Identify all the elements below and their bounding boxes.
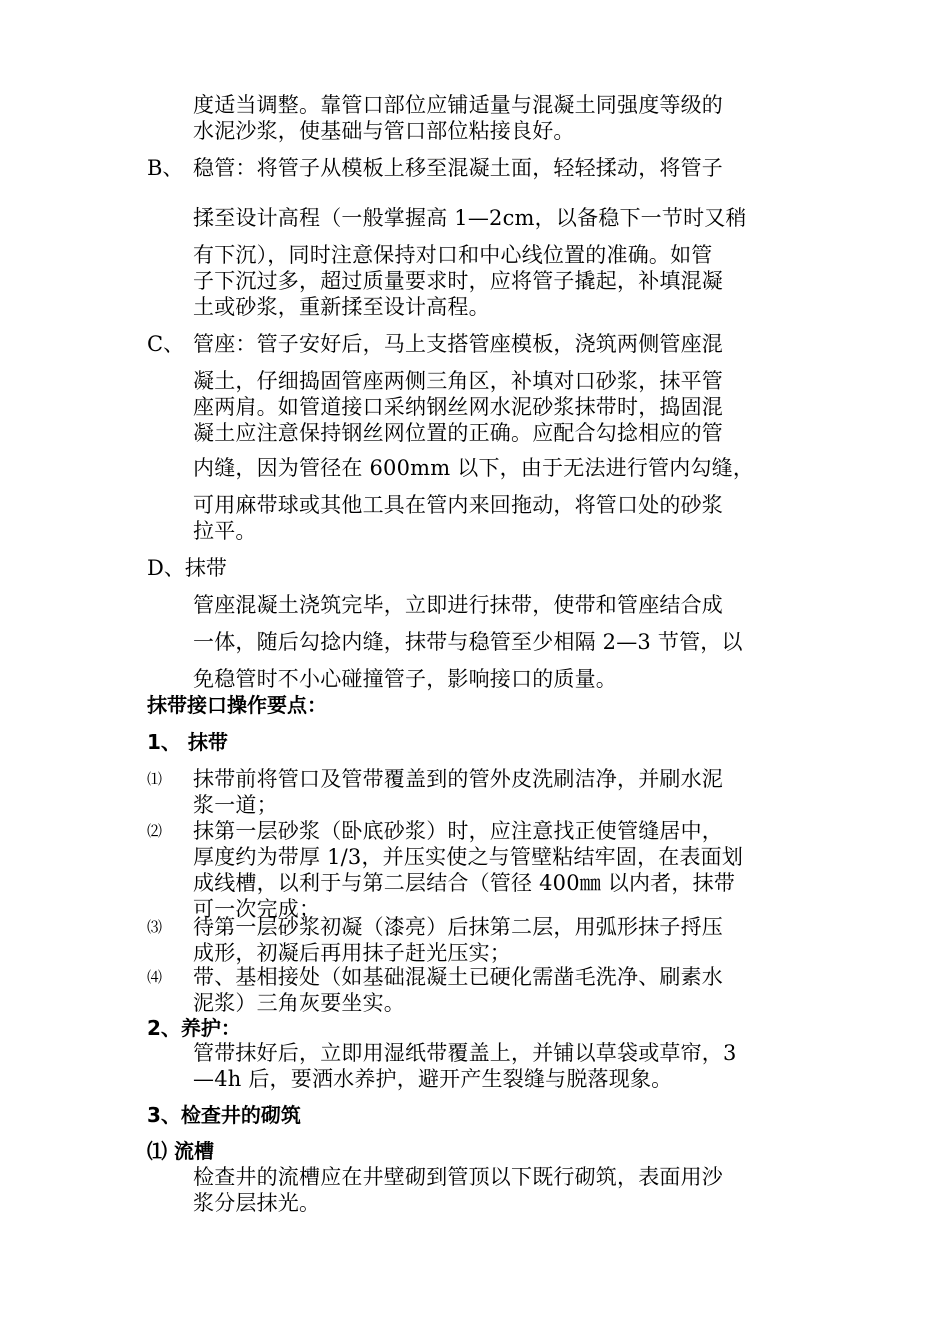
point-line: 泥浆）三角灰要坐实。 [193, 991, 405, 1015]
item-c-line: 凝土，仔细捣固管座两侧三角区，补填对口砂浆，抹平管 [193, 369, 723, 393]
item-c-line: 拉平。 [193, 519, 257, 543]
item-c-line: 管座：管子安好后，马上支搭管座模板，浇筑两侧管座混 [193, 332, 723, 356]
point-line: 带、基相接处（如基础混凝土已硬化需凿毛洗净、刷素水 [193, 965, 723, 989]
item-b-line: 稳管：将管子从模板上移至混凝土面，轻轻揉动，将管子 [193, 156, 723, 180]
subsection-2-title: 2、养护： [147, 1016, 241, 1040]
item-b-line: 子下沉过多，超过质量要求时，应将管子撬起，补填混凝 [193, 269, 723, 293]
subsection-3-subtitle: ⑴ 流槽 [147, 1139, 214, 1163]
point-line: 厚度约为带厚 1/3，并压实使之与管壁粘结牢固，在表面划 [193, 845, 744, 869]
item-d-line: 一体，随后勾捻内缝，抹带与稳管至少相隔 2—3 节管，以 [193, 630, 743, 654]
point-line: 抹带前将管口及管带覆盖到的管外皮洗刷洁净，并刷水泥 [193, 767, 723, 791]
point-marker: ⑷ [147, 968, 163, 986]
item-b-line: 土或砂浆，重新揉至设计高程。 [193, 295, 490, 319]
item-marker-b: B、 [147, 156, 184, 180]
item-b-line: 有下沉），同时注意保持对口和中心线位置的准确。如管 [193, 243, 713, 267]
item-b-line: 揉至设计高程（一般掌握高 1—2cm，以备稳下一节时又稍 [193, 206, 747, 230]
subsection-1-title: 1、 抹带 [147, 730, 228, 754]
intro-line: 水泥沙浆，使基础与管口部位粘接良好。 [193, 119, 575, 143]
item-c-line: 座两肩。如管道接口采纳钢丝网水泥砂浆抹带时，捣固混 [193, 395, 723, 419]
channel-line: 浆分层抹光。 [193, 1191, 321, 1215]
subsection-3-title: 3、检查井的砌筑 [147, 1103, 301, 1127]
item-d-line: 免稳管时不小心碰撞管子，影响接口的质量。 [193, 667, 617, 691]
care-line: 管带抹好后，立即用湿纸带覆盖上，并铺以草袋或草帘，3 [193, 1041, 737, 1065]
item-c-line: 内缝，因为管径在 600mm 以下，由于无法进行管内勾缝， [193, 456, 755, 480]
point-line: 浆一道； [193, 793, 278, 817]
section-title: 抹带接口操作要点： [147, 693, 327, 717]
item-marker-c: C、 [147, 332, 185, 356]
point-line: 抹第一层砂浆（卧底砂浆）时，应注意找正使管缝居中， [193, 819, 723, 843]
point-line: 成线槽，以利于与第二层结合（管径 400㎜ 以内者，抹带 [193, 871, 736, 895]
point-marker: ⑵ [147, 822, 163, 840]
point-marker: ⑶ [147, 918, 163, 936]
item-c-line: 可用麻带球或其他工具在管内来回拖动，将管口处的砂浆 [193, 493, 723, 517]
item-c-line: 凝土应注意保持钢丝网位置的正确。应配合勾捻相应的管 [193, 421, 723, 445]
item-d-line: 管座混凝土浇筑完毕，立即进行抹带，使带和管座结合成 [193, 593, 723, 617]
item-marker-d: D、抹带 [147, 556, 227, 580]
care-line: —4h 后，要洒水养护，避开产生裂缝与脱落现象。 [193, 1067, 673, 1091]
point-line: 待第一层砂浆初凝（漆亮）后抹第二层，用弧形抹子捋压 [193, 915, 723, 939]
point-line: 成形，初凝后再用抹子赶光压实； [193, 941, 511, 965]
channel-line: 检查井的流槽应在井壁砌到管顶以下既行砌筑，表面用沙 [193, 1165, 723, 1189]
point-line: 可一次完成； [193, 897, 321, 921]
point-marker: ⑴ [147, 770, 163, 788]
intro-line: 度适当调整。靠管口部位应铺适量与混凝土同强度等级的 [193, 93, 723, 117]
